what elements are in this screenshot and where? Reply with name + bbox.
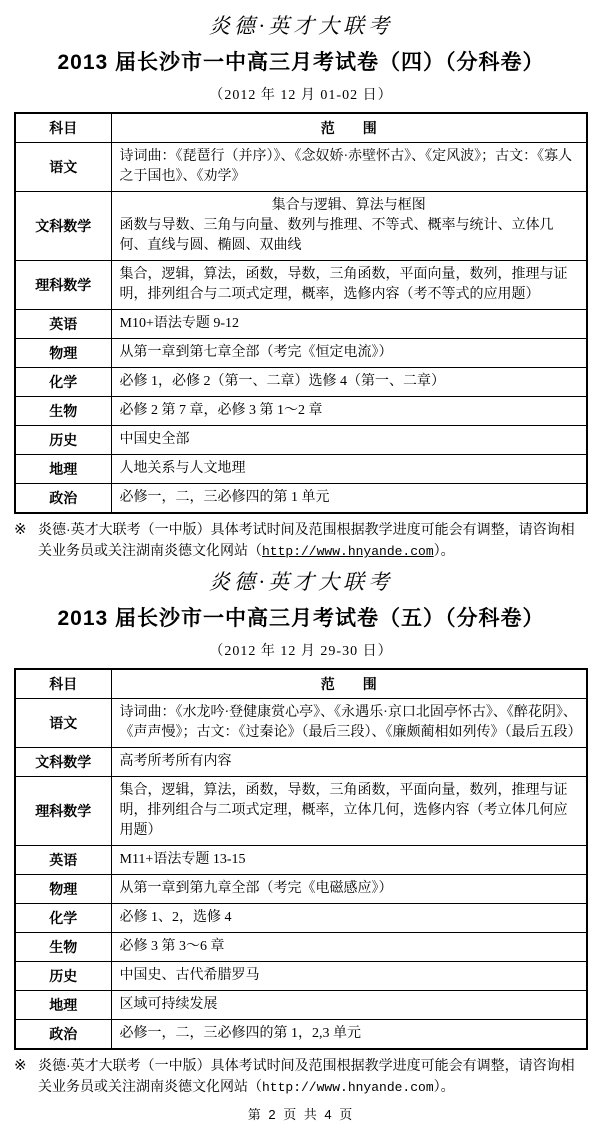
table-row xyxy=(15,339,587,368)
subject-cell: 物理 xyxy=(15,875,111,904)
table-body xyxy=(15,143,587,514)
footnote-text-block xyxy=(38,519,588,562)
exam-section xyxy=(0,10,602,562)
subject-cell: 生物 xyxy=(15,933,111,962)
scope-cell xyxy=(111,846,587,875)
scope-text: 必修 3 第 3～6 章 xyxy=(119,939,225,954)
scope-cell xyxy=(111,904,587,933)
scope-cell xyxy=(111,143,587,192)
subject-cell: 地理 xyxy=(15,991,111,1020)
scope-text: 中国史、古代希腊罗马 xyxy=(119,968,260,983)
table-header-row xyxy=(15,669,587,699)
scope-text: 从第一章到第七章全部（考完《恒定电流》） xyxy=(119,345,393,360)
scope-text: M10+语法专题 9-12 xyxy=(119,316,240,331)
reference-mark-icon: ※ xyxy=(14,521,27,538)
scope-text: 高考所考所有内容 xyxy=(119,754,232,769)
subject-cell: 历史 xyxy=(15,962,111,991)
subject-cell: 化学 xyxy=(15,368,111,397)
scope-cell xyxy=(111,397,587,426)
scope-text: 必修一，二，三必修四的第 1，2,3 单元 xyxy=(119,1026,361,1041)
scope-cell xyxy=(111,962,587,991)
subject-cell: 语文 xyxy=(15,143,111,192)
scope-cell xyxy=(111,991,587,1020)
table-row xyxy=(15,904,587,933)
subject-column-header: 科目 xyxy=(15,113,111,143)
scope-column-header: 范 围 xyxy=(111,669,587,699)
scope-text: 函数与导数、三角与向量、数列与推理、不等式、概率与统计、立体几何、直线与圆、椭圆、双曲线 xyxy=(119,218,554,253)
exam-section xyxy=(0,566,602,1098)
exam-title: 2013 届长沙市一中高三月考试卷（五）（分科卷） xyxy=(57,607,545,630)
scope-text: 区域可持续发展 xyxy=(119,997,218,1012)
subject-cell: 物理 xyxy=(15,339,111,368)
scope-cell xyxy=(111,933,587,962)
table-row xyxy=(15,143,587,192)
scope-cell xyxy=(111,310,587,339)
table-body xyxy=(15,699,587,1050)
table-row xyxy=(15,846,587,875)
table-row xyxy=(15,368,587,397)
subject-cell: 政治 xyxy=(15,1020,111,1050)
table-row xyxy=(15,192,587,261)
table-row xyxy=(15,933,587,962)
footnote-text-block xyxy=(38,1055,588,1098)
footnote xyxy=(14,519,588,562)
scope-cell xyxy=(111,748,587,777)
scope-cell xyxy=(111,339,587,368)
scope-text: 诗词曲：《水龙吟·登健康赏心亭》、《永遇乐·京口北固亭怀古》、《醉花阴》、《声声慢》；古文：《过秦论》（最后三段）、《廉颇蔺相如列传》（最后五段） xyxy=(119,705,582,740)
exam-title: 2013 届长沙市一中高三月考试卷（四）（分科卷） xyxy=(57,51,545,74)
scope-cell xyxy=(111,777,587,846)
subject-column-header: 科目 xyxy=(15,669,111,699)
scope-cell xyxy=(111,261,587,310)
scope-text: 必修 1、2，选修 4 xyxy=(119,910,232,925)
website-link[interactable]: http://www.hnyande.com xyxy=(262,1080,434,1095)
table-row xyxy=(15,875,587,904)
reference-mark-icon: ※ xyxy=(14,1057,27,1074)
brand-title: 炎德·英才大联考 xyxy=(208,14,394,38)
table-row xyxy=(15,699,587,748)
scope-centered-line: 集合与逻辑、算法与框图 xyxy=(271,198,426,213)
subject-cell: 文科数学 xyxy=(15,748,111,777)
website-link[interactable]: http://www.hnyande.com xyxy=(262,544,434,559)
table-row xyxy=(15,397,587,426)
scope-text: 从第一章到第九章全部（考完《电磁感应》） xyxy=(119,881,393,896)
page-number: 第 2 页 共 4 页 xyxy=(247,1107,355,1122)
footnote-suffix: ）。 xyxy=(433,542,455,558)
subject-cell: 历史 xyxy=(15,426,111,455)
table-row xyxy=(15,748,587,777)
table-row xyxy=(15,261,587,310)
exam-date: （2012 年 12 月 29-30 日） xyxy=(209,644,393,659)
scope-text: 必修 1，必修 2（第一、二章）选修 4（第一、二章） xyxy=(119,374,445,389)
subject-cell: 文科数学 xyxy=(15,192,111,261)
scope-text: 人地关系与人文地理 xyxy=(119,461,246,476)
subject-cell: 化学 xyxy=(15,904,111,933)
scope-text: 集合，逻辑，算法，函数，导数，三角函数，平面向量，数列，推理与证明，排列组合与二项式定理，概率，立体几何，选修内容（考立体几何应用题） xyxy=(119,783,568,838)
scope-text: 必修一，二，三必修四的第 1 单元 xyxy=(119,490,330,505)
brand-title: 炎德·英才大联考 xyxy=(208,570,394,594)
exam-date: （2012 年 12 月 01-02 日） xyxy=(209,88,393,103)
table-header-row xyxy=(15,113,587,143)
subject-cell: 英语 xyxy=(15,310,111,339)
scope-text: 中国史全部 xyxy=(119,432,190,447)
table-row xyxy=(15,777,587,846)
table-row xyxy=(15,455,587,484)
scope-cell xyxy=(111,368,587,397)
scope-table xyxy=(14,668,588,1050)
subject-cell: 生物 xyxy=(15,397,111,426)
footnote xyxy=(14,1055,588,1098)
footnote-suffix: ）。 xyxy=(433,1078,455,1094)
scope-text: M11+语法专题 13-15 xyxy=(119,852,246,867)
scope-cell xyxy=(111,192,587,261)
table-row xyxy=(15,484,587,514)
subject-cell: 语文 xyxy=(15,699,111,748)
scope-cell xyxy=(111,699,587,748)
footnote-text: 炎德·英才大联考（一中版）具体考试时间及范围根据教学进度可能会有调整，请咨询相关业务员或关注湖南炎德文化网站（ xyxy=(38,521,575,558)
scope-text: 诗词曲：《琵琶行（并序）》、《念奴娇·赤壁怀古》、《定风波》；古文：《寡人之于国也》、《劝学》 xyxy=(119,149,573,184)
table-row xyxy=(15,962,587,991)
scope-cell xyxy=(111,875,587,904)
table-row xyxy=(15,1020,587,1050)
scope-text: 必修 2 第 7 章，必修 3 第 1～2 章 xyxy=(119,403,323,418)
subject-cell: 地理 xyxy=(15,455,111,484)
subject-cell: 英语 xyxy=(15,846,111,875)
footnote-text: 炎德·英才大联考（一中版）具体考试时间及范围根据教学进度可能会有调整，请咨询相关业务员或关注湖南炎德文化网站（ xyxy=(38,1057,575,1094)
scope-text: 集合，逻辑，算法，函数，导数，三角函数，平面向量，数列，推理与证明，排列组合与二项式定理，概率，选修内容（考不等式的应用题） xyxy=(119,267,568,302)
table-row xyxy=(15,991,587,1020)
subject-cell: 政治 xyxy=(15,484,111,514)
subject-cell: 理科数学 xyxy=(15,261,111,310)
scope-table xyxy=(14,112,588,514)
scope-cell xyxy=(111,455,587,484)
subject-cell: 理科数学 xyxy=(15,777,111,846)
scope-cell xyxy=(111,426,587,455)
sections-container xyxy=(0,10,602,1098)
table-row xyxy=(15,426,587,455)
scope-cell xyxy=(111,484,587,514)
table-row xyxy=(15,310,587,339)
scope-column-header: 范 围 xyxy=(111,113,587,143)
scope-cell xyxy=(111,1020,587,1050)
